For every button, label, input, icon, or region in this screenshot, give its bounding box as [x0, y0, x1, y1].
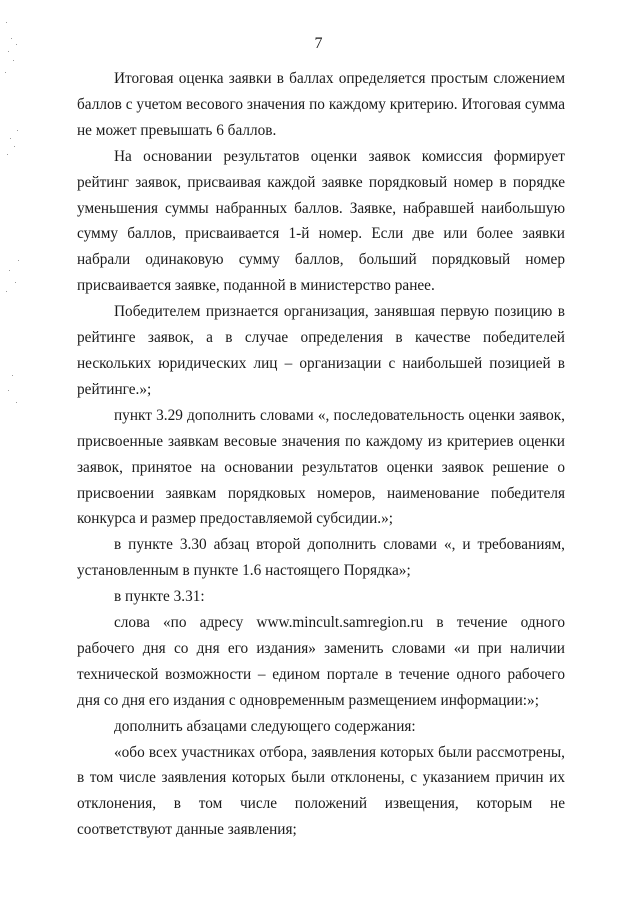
paragraph-score-sum: Итоговая оценка заявки в баллах определяется простым сложением баллов с учетом весового значения по каждому критерию. Итоговая сумма не может превышать 6 баллов. — [77, 70, 565, 139]
paragraph-winner: Победителем признается организация, занявшая первую позицию в рейтинге заявок, а в случае определения в качестве победителей нескольких юридических лиц – организации с наибольшей позицией в рейтинге.»; — [77, 303, 565, 398]
paragraph-item-3-31: в пункте 3.31: — [114, 588, 205, 606]
paragraph-participants: «обо всех участниках отбора, заявления которых были рассмотрены, в том числе заявления которых были отклонены, с указанием причин их отклонения, в том числе положений извещения, которым не соответствуют данные заявления; — [77, 743, 565, 839]
document-body — [77, 66, 565, 843]
paragraph-words-replace: слова «по адресу www.mincult.samregion.ru в течение одного рабочего дня со дня его издания» заменить словами «и при наличии технической возможности – едином портале в течение одного рабочего дня со дня его издания с одновременным размещением информации:»; — [77, 614, 565, 709]
paragraph-rating: На основании результатов оценки заявок комиссия формирует рейтинг заявок, присваивая каждой заявке порядковый номер в порядке уменьшения суммы набранных баллов. Заявке, набравшей наибольшую сумму баллов, присваивается 1-й номер. Если две или более заявки набрали одинаковую сумму баллов, больший порядковый номер присваивается заявке, поданной в министерство ранее. — [77, 147, 565, 295]
paragraph-item-3-30: в пункте 3.30 абзац второй дополнить словами «, и требованиям, установленным в пункте 1.6 настоящего Порядка»; — [77, 536, 565, 580]
page-number: 7 — [314, 35, 323, 52]
paragraph-add-abzats: дополнить абзацами следующего содержания: — [114, 717, 416, 735]
paragraph-item-3-29: пункт 3.29 дополнить словами «, последовательность оценки заявок, присвоенные заявкам весовые значения по каждому из критериев оценки заявок, принятое на основании результатов оценки заявок решение о присвоении заявкам порядковых номеров, наименование победителя конкурса и размер предоставляемой субсидии.»; — [77, 406, 565, 528]
scan-margin-noise — [2, 20, 22, 420]
